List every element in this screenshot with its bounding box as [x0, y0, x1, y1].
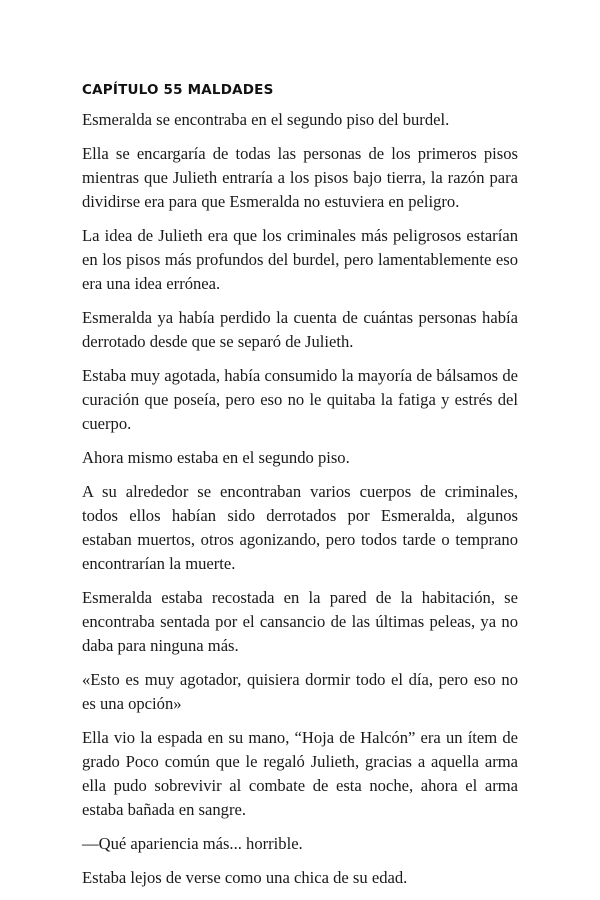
paragraph: Ella se encargaría de todas las personas de los primeros pisos mientras que Julieth entraría a los pisos bajo tierra, la razón para dividirse era para que Esmeralda no estuviera en peligro.	[82, 144, 518, 211]
chapter-title: CAPÍTULO 55 MALDADES	[82, 82, 274, 98]
paragraph: Estaba lejos de verse como una chica de su edad.	[82, 868, 408, 887]
paragraph: Ella vio la espada en su mano, “Hoja de Halcón” era un ítem de grado Poco común que le regaló Julieth, gracias a aquella arma ella pudo sobrevivir al combate de esta noche, ahora el arma estaba bañada en sangre.	[82, 728, 518, 819]
paragraph: La idea de Julieth era que los criminales más peligrosos estarían en los pisos más profundos del burdel, pero lamentablemente eso era una idea errónea.	[82, 226, 518, 293]
paragraph: A su alrededor se encontraban varios cuerpos de criminales, todos ellos habían sido derrotados por Esmeralda, algunos estaban muertos, otros agonizando, pero todos tarde o temprano encontrarían la muerte.	[82, 482, 518, 573]
paragraph: —Qué apariencia más... horrible.	[82, 834, 303, 853]
paragraph: Estaba muy agotada, había consumido la mayoría de bálsamos de curación que poseía, pero eso no le quitaba la fatiga y estrés del cuerpo.	[82, 366, 518, 433]
paragraph: «Esto es muy agotador, quisiera dormir todo el día, pero eso no es una opción»	[82, 670, 518, 713]
paragraph: Esmeralda se encontraba en el segundo piso del burdel.	[82, 110, 450, 129]
paragraph: Esmeralda ya había perdido la cuenta de cuántas personas había derrotado desde que se separó de Julieth.	[82, 308, 518, 351]
book-page	[82, 78, 518, 890]
paragraph: Esmeralda estaba recostada en la pared de la habitación, se encontraba sentada por el cansancio de las últimas peleas, ya no daba para ninguna más.	[82, 588, 518, 655]
paragraph: Ahora mismo estaba en el segundo piso.	[82, 448, 350, 467]
